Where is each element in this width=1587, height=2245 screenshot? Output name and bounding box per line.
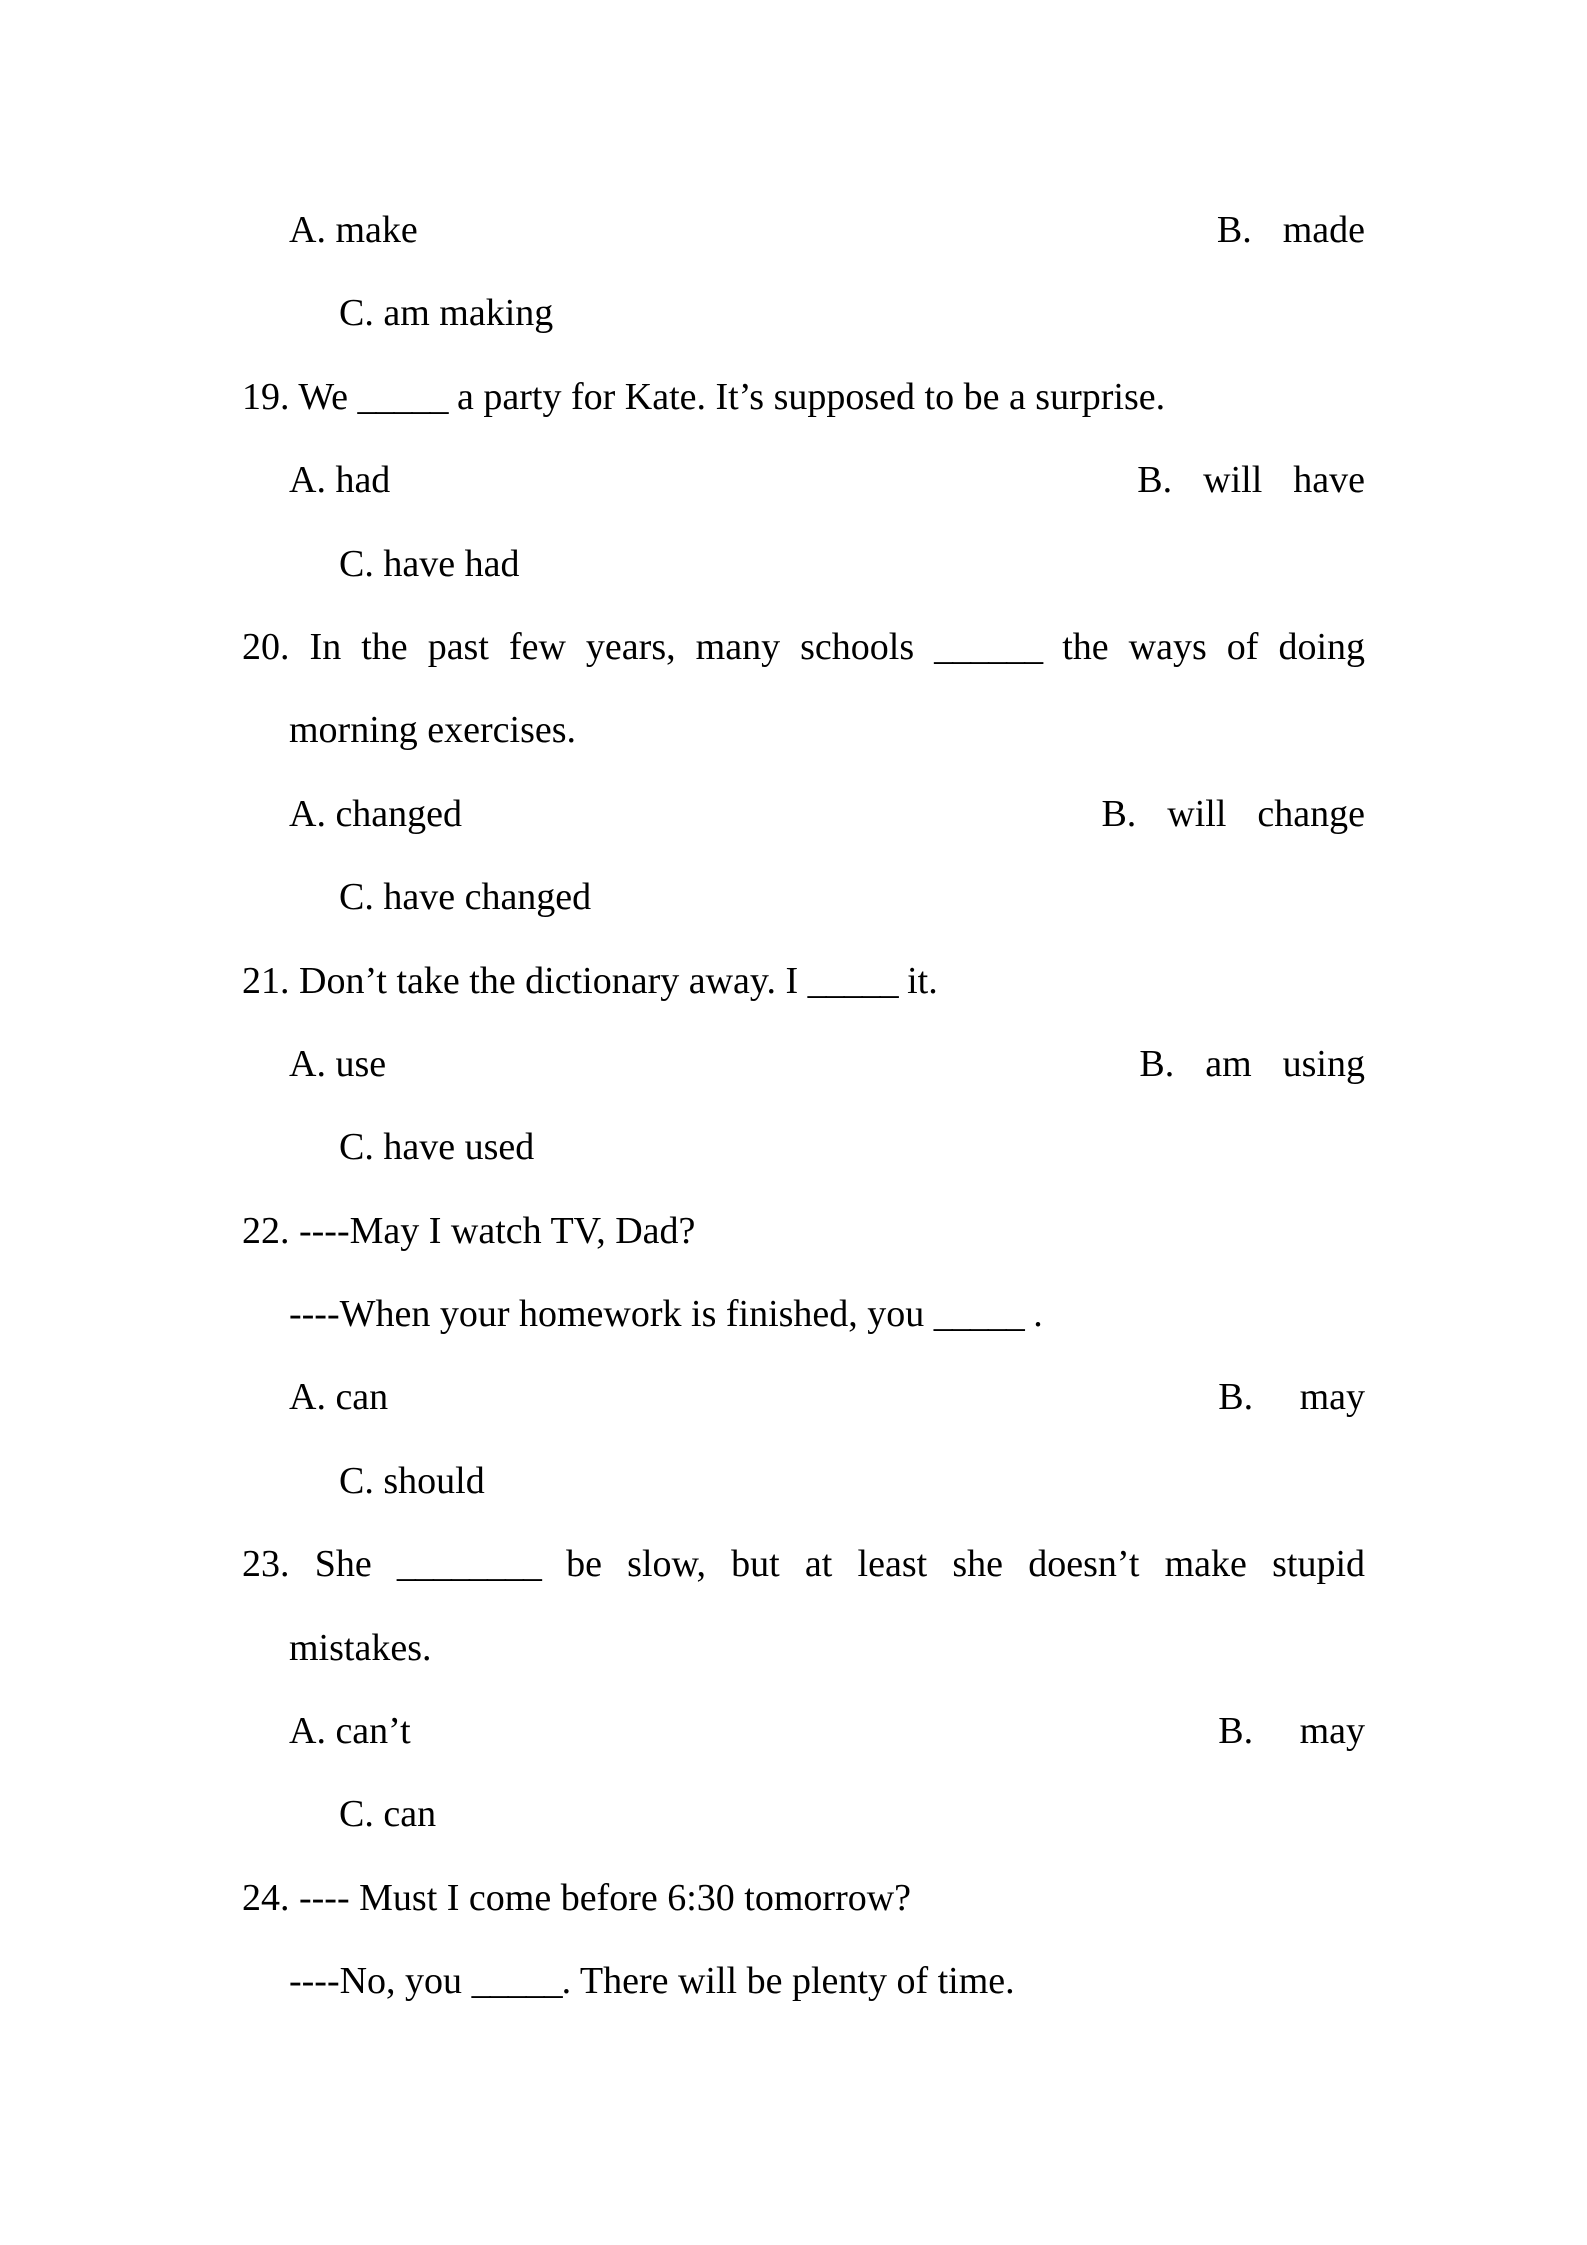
option-row-q20-ab bbox=[242, 773, 1365, 856]
option-row-q22-ab bbox=[242, 1356, 1365, 1439]
blank-line: ________ bbox=[396, 1543, 541, 1586]
blank-line: _____ bbox=[357, 375, 448, 418]
question-line-22 bbox=[242, 1190, 1365, 1273]
question-text: ----May I watch TV, Dad? bbox=[299, 1209, 696, 1252]
question-number: 24. bbox=[242, 1876, 290, 1919]
question-text: . There will be plenty of time. bbox=[561, 1960, 1015, 2003]
question-text: She bbox=[314, 1543, 372, 1586]
option-row-q19-c bbox=[242, 523, 1365, 606]
option-a: A. had bbox=[289, 459, 391, 502]
question-line-23-continued bbox=[242, 1607, 1365, 1690]
option-c: C. have had bbox=[339, 542, 520, 585]
question-number: 23. bbox=[242, 1543, 290, 1586]
question-line-20 bbox=[242, 606, 1365, 689]
option-a: A. can bbox=[289, 1376, 389, 1419]
question-text: mistakes. bbox=[289, 1626, 432, 1669]
option-b: B. may bbox=[1218, 1376, 1365, 1419]
question-line-19 bbox=[242, 356, 1365, 439]
option-b: B. may bbox=[1218, 1710, 1365, 1753]
blank-line: ______ bbox=[934, 625, 1043, 668]
option-c: C. can bbox=[339, 1793, 437, 1836]
option-row-q23-c bbox=[242, 1773, 1365, 1856]
question-number: 20. bbox=[242, 625, 290, 668]
question-text: We bbox=[298, 375, 349, 418]
option-b: B. am using bbox=[1139, 1042, 1365, 1085]
blank-line: _____ bbox=[933, 1293, 1024, 1336]
option-row-q21-ab bbox=[242, 1023, 1365, 1106]
question-text: ---- Must I come before 6:30 tomorrow? bbox=[299, 1876, 912, 1919]
question-text: In the past few years, many schools bbox=[309, 625, 915, 668]
option-b: B. will change bbox=[1101, 792, 1365, 835]
question-text: . bbox=[1023, 1293, 1043, 1336]
option-row-q20-c bbox=[242, 856, 1365, 939]
question-line-20-continued bbox=[242, 689, 1365, 772]
question-text: a party for Kate. It’s supposed to be a surprise. bbox=[447, 375, 1166, 418]
option-c: C. have changed bbox=[339, 876, 592, 919]
question-text: Don’t take the dictionary away. I bbox=[299, 959, 799, 1002]
option-c: C. have used bbox=[339, 1126, 535, 1169]
option-a: A. make bbox=[289, 209, 418, 251]
question-text: the ways of doing bbox=[1042, 625, 1366, 668]
question-line-24 bbox=[242, 1857, 1365, 1940]
question-line-22-reply bbox=[242, 1273, 1365, 1356]
blank-line: _____ bbox=[807, 959, 898, 1002]
question-line-21 bbox=[242, 940, 1365, 1023]
question-text: ----When your homework is finished, you bbox=[289, 1293, 925, 1336]
option-row-q18-ab bbox=[242, 189, 1365, 272]
option-a: A. changed bbox=[289, 792, 463, 835]
blank-line: _____ bbox=[471, 1960, 562, 2003]
option-row-q23-ab bbox=[242, 1690, 1365, 1773]
option-c: C. am making bbox=[339, 292, 554, 335]
question-line-23 bbox=[242, 1523, 1365, 1606]
option-row-q18-c bbox=[242, 272, 1365, 355]
option-row-q19-ab bbox=[242, 439, 1365, 522]
option-b: B. made bbox=[1216, 209, 1365, 251]
option-row-q22-c bbox=[242, 1440, 1365, 1523]
question-number: 21. bbox=[242, 959, 290, 1002]
question-text: ----No, you bbox=[289, 1960, 463, 2003]
question-text: morning exercises. bbox=[289, 709, 577, 752]
option-b: B. will have bbox=[1137, 459, 1365, 502]
question-number: 22. bbox=[242, 1209, 290, 1252]
option-row-q21-c bbox=[242, 1106, 1365, 1189]
option-a: A. can’t bbox=[289, 1710, 411, 1753]
question-text: it. bbox=[897, 959, 938, 1002]
question-number: 19. bbox=[242, 375, 290, 418]
exam-content bbox=[242, 189, 1365, 2024]
option-a: A. use bbox=[289, 1042, 387, 1085]
question-text: be slow, but at least she doesn’t make stupid bbox=[540, 1543, 1366, 1586]
option-c: C. should bbox=[339, 1459, 485, 1502]
question-line-24-reply bbox=[242, 1940, 1365, 2023]
